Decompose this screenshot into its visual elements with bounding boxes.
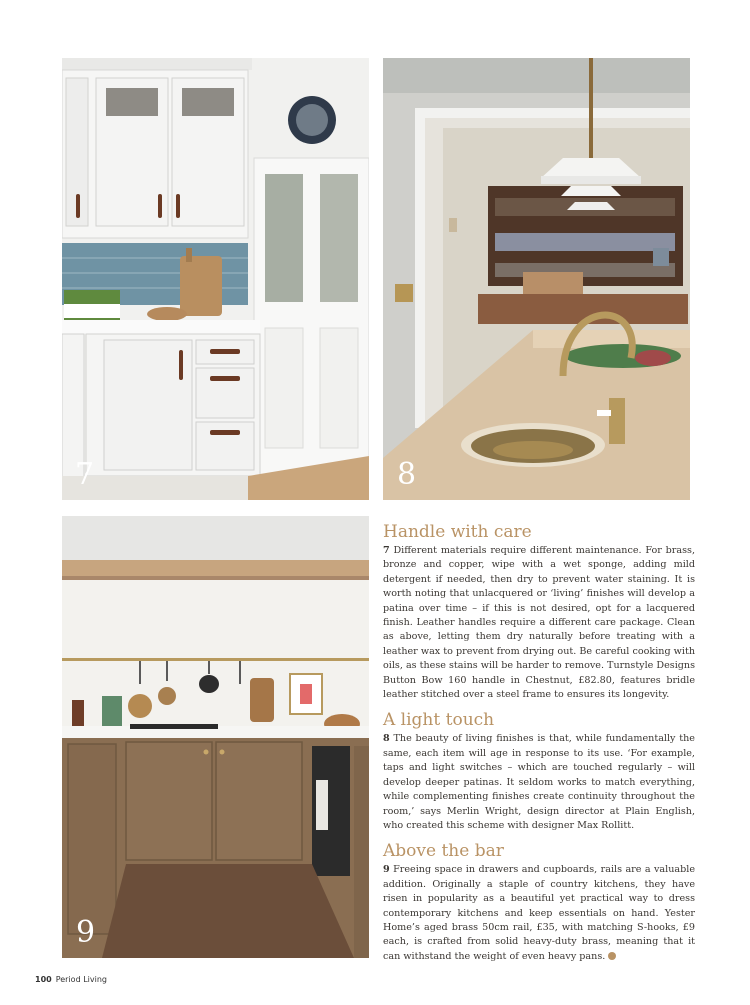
heading-a-light-touch: A light touch xyxy=(383,710,495,731)
photo-8-oak-island xyxy=(383,58,690,500)
item-number-8: 8 xyxy=(383,733,390,745)
heading-above-the-bar: Above the bar xyxy=(383,841,504,862)
page-number: 100 xyxy=(35,975,52,984)
paragraph-9 xyxy=(383,863,695,964)
paragraph-7-body: Different materials require different maintenance. For brass, bronze and copper, wipe with a wet sponge, adding mild detergent if needed, then dry to prevent water staining. It is worth noting that unlacquered or ‘living’ finishes will develop a patina over time – if this is not desired, opt for a lacquered finish. Leather handles require a different care package. Clean as above, letting them dry naturally before treating with a leather wax to prevent from drying out. Be careful cooking with oils, as these stains will be harder to remove. Turnstyle Designs Button Bow 160 handle in Chestnut, £82.80, features bridle leather stitched over a steel frame to ensures its longevity. xyxy=(383,545,695,701)
paragraph-9-body: Freeing space in drawers and cupboards, rails are a valuable addition. Originally a staple of country kitchens, they have risen in popularity as a beautiful yet practical way to dress contemporary kitchens and keep essentials on hand. Yester Home’s aged brass 50cm rail, £35, with matching S-hooks, £9 each, is crafted from solid heavy-duty brass, meaning that it can withstand the weight of even heavy pans. xyxy=(383,864,695,962)
article-text xyxy=(383,522,695,972)
paragraph-8 xyxy=(383,732,695,833)
item-number-7: 7 xyxy=(383,545,390,556)
heading-handle-with-care: Handle with care xyxy=(383,522,532,542)
photo-number-9: 9 xyxy=(76,915,96,950)
paragraph-7 xyxy=(383,544,695,702)
photo-9-brown-kitchen xyxy=(62,516,369,958)
photo-7-white-kitchen xyxy=(62,58,369,500)
page-footer xyxy=(35,975,107,984)
item-number-9: 9 xyxy=(383,864,390,876)
photo-number-7: 7 xyxy=(75,457,95,492)
photo-number-8: 8 xyxy=(397,457,417,492)
paragraph-8-body: The beauty of living finishes is that, while fundamentally the same, each item will age in response to its use. ‘For example, taps and light switches – which are touched regularly – will develop deeper patinas. It seldom works to match everything, while complementing finishes create continuity throughout the room,’ says Merlin Wright, design director at Plain English, who created this scheme with designer Max Rollitt. xyxy=(383,733,695,831)
end-mark-icon xyxy=(608,952,616,960)
magazine-name: Period Living xyxy=(55,975,107,984)
